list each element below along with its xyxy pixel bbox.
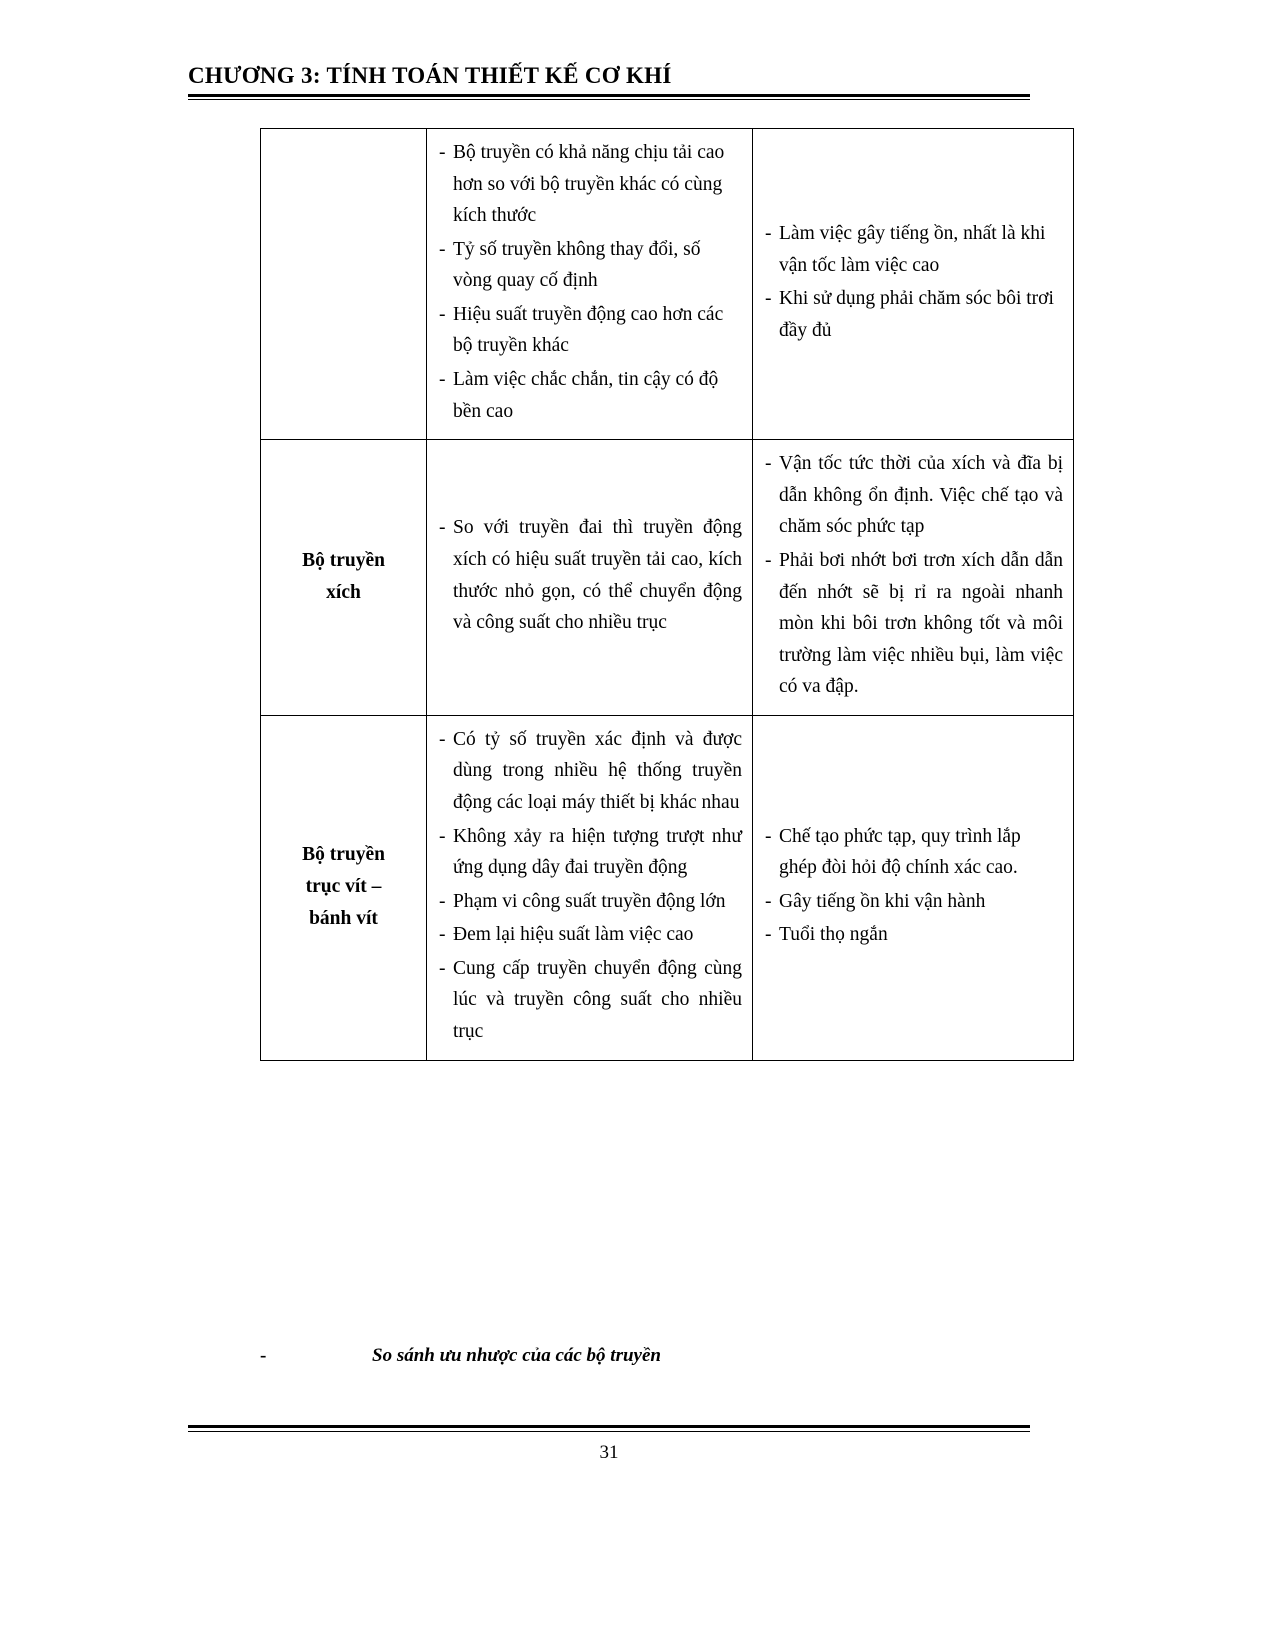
header-divider [188,94,1030,100]
disadvantage-list [763,218,1063,346]
advantage-list [437,512,742,638]
row-name-line: Bộ truyền [302,549,385,571]
table-caption [260,1345,1018,1367]
row-disadvantages-cell [753,715,1074,1060]
list-item: - Bộ truyền có khả năng chịu tải cao hơn so với bộ truyền khác có cùng kích thước [437,137,742,232]
list-item: - Tuổi thọ ngắn [763,919,1063,951]
list-item: - Có tỷ số truyền xác định và được dùng trong nhiều hệ thống truyền động các loại máy thiết bị khác nhau [437,724,742,819]
caption-dash: - [260,1345,267,1366]
page-header [188,62,1030,100]
page-number: 31 [599,1442,619,1463]
list-item: - Gây tiếng ồn khi vận hành [763,886,1063,918]
page-footer [188,1425,1030,1464]
list-item: - Hiệu suất truyền động cao hơn các bộ truyền khác [437,299,742,362]
comparison-table [260,128,1074,1061]
disadvantage-list [763,448,1063,703]
list-item: - Phạm vi công suất truyền động lớn [437,886,742,918]
row-advantages-cell [427,715,753,1060]
advantage-list [437,724,742,1048]
advantage-list [437,137,742,427]
row-name-line: bánh vít [309,907,378,929]
row-name-line: xích [326,581,361,603]
row-name-cell [261,715,427,1060]
row-name-cell [261,440,427,716]
list-item: - Phải bơi nhớt bơi trơn xích dẫn dẫn đến nhớt sẽ bị rỉ ra ngoài nhanh mòn khi bôi trơn không tốt và môi trường làm việc nhiều bụi, làm việc có va đập. [763,545,1063,703]
row-disadvantages-cell [753,440,1074,716]
comparison-table-wrapper [260,128,1063,1061]
row-disadvantages-cell [753,129,1074,440]
list-item: - Đem lại hiệu suất làm việc cao [437,919,742,951]
list-item: - Không xảy ra hiện tượng trượt như ứng dụng dây đai truyền động [437,821,742,884]
list-item: - Khi sử dụng phải chăm sóc bôi trơi đầy đủ [763,283,1063,346]
caption-text: So sánh ưu nhược của các bộ truyền [372,1345,661,1366]
row-advantages-cell [427,129,753,440]
list-item: - Cung cấp truyền chuyển động cùng lúc và truyền công suất cho nhiều trục [437,953,742,1048]
list-item: - Tỷ số truyền không thay đổi, số vòng quay cố định [437,234,742,297]
table-row [261,440,1074,716]
list-item: - So với truyền đai thì truyền động xích có hiệu suất truyền tải cao, kích thước nhỏ gọn, có thể chuyển động và công suất cho nhiều trục [437,512,742,638]
list-item: - Chế tạo phức tạp, quy trình lắp ghép đòi hỏi độ chính xác cao. [763,821,1063,884]
row-name-line: trục vít – [305,875,382,897]
list-item: - Làm việc chắc chắn, tin cậy có độ bền cao [437,364,742,427]
list-item: - Vận tốc tức thời của xích và đĩa bị dẫn không ổn định. Việc chế tạo và chăm sóc phức tạp [763,448,1063,543]
row-name-line: Bộ truyền [302,844,385,866]
disadvantage-list [763,821,1063,951]
row-name-cell [261,129,427,440]
chapter-title: CHƯƠNG 3: TÍNH TOÁN THIẾT KẾ CƠ KHÍ [188,63,672,88]
row-advantages-cell [427,440,753,716]
table-row [261,715,1074,1060]
table-row [261,129,1074,440]
footer-divider [188,1425,1030,1432]
list-item: - Làm việc gây tiếng ồn, nhất là khi vận tốc làm việc cao [763,218,1063,281]
